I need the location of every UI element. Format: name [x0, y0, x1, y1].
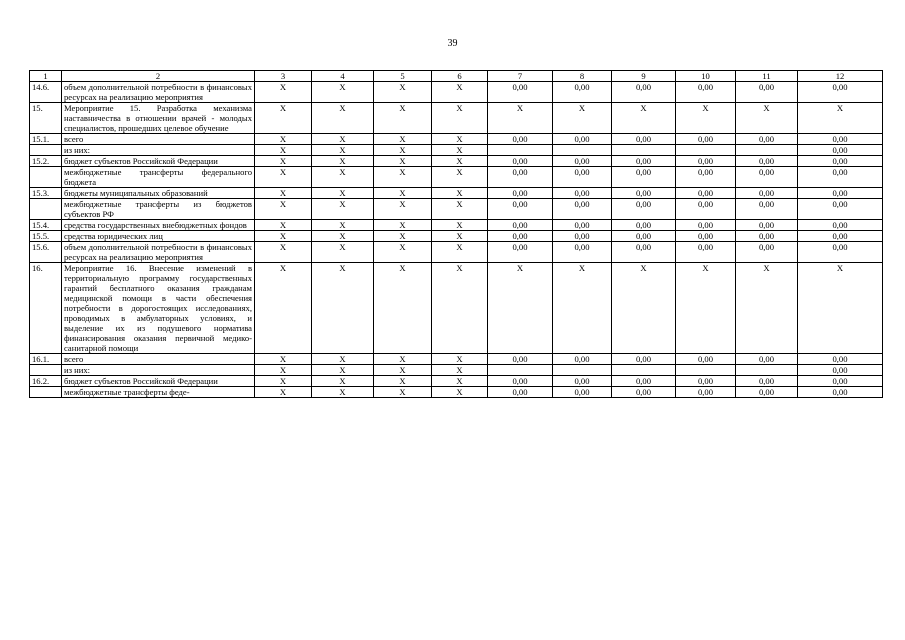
value-cell: X [255, 242, 312, 263]
value-cell: X [798, 103, 883, 134]
table-row [30, 103, 883, 134]
value-cell: 0,00 [676, 242, 736, 263]
value-cell: 0,00 [798, 199, 883, 220]
value-cell: X [553, 103, 612, 134]
value-cell: X [255, 376, 312, 387]
value-cell: X [676, 263, 736, 354]
value-cell: X [432, 365, 488, 376]
value-cell: 0,00 [612, 199, 676, 220]
value-cell: 0,00 [798, 167, 883, 188]
value-cell: 0,00 [612, 220, 676, 231]
value-cell: X [255, 365, 312, 376]
value-cell [553, 365, 612, 376]
description-cell: межбюджетные трансферты федерального бюджета [62, 167, 255, 188]
value-cell [612, 145, 676, 156]
value-cell: X [676, 103, 736, 134]
value-cell: X [432, 167, 488, 188]
value-cell [488, 145, 553, 156]
table-row [30, 354, 883, 365]
value-cell: X [255, 156, 312, 167]
value-cell: 0,00 [553, 231, 612, 242]
value-cell: X [374, 134, 432, 145]
value-cell: 0,00 [736, 167, 798, 188]
value-cell: X [374, 220, 432, 231]
value-cell [736, 145, 798, 156]
page-number: 39 [447, 38, 458, 49]
value-cell: 0,00 [488, 220, 553, 231]
value-cell: X [432, 134, 488, 145]
value-cell: 0,00 [736, 156, 798, 167]
value-cell: 0,00 [798, 188, 883, 199]
value-cell: 0,00 [798, 376, 883, 387]
description-cell: бюджет субъектов Российской Федерации [62, 156, 255, 167]
value-cell: 0,00 [488, 231, 553, 242]
value-cell: X [374, 242, 432, 263]
value-cell: 0,00 [612, 354, 676, 365]
column-header: 9 [612, 71, 676, 82]
table-row [30, 134, 883, 145]
value-cell: X [312, 387, 374, 398]
value-cell: X [374, 188, 432, 199]
value-cell: 0,00 [612, 188, 676, 199]
table-row [30, 199, 883, 220]
value-cell: X [255, 263, 312, 354]
value-cell: X [374, 231, 432, 242]
column-header: 6 [432, 71, 488, 82]
value-cell [553, 145, 612, 156]
column-header: 8 [553, 71, 612, 82]
value-cell: 0,00 [676, 167, 736, 188]
value-cell: 0,00 [488, 199, 553, 220]
value-cell: X [312, 145, 374, 156]
description-cell: объем дополнительной потребности в финансовых ресурсах на реализацию мероприятия [62, 82, 255, 103]
description-cell: бюджет субъектов Российской Федерации [62, 376, 255, 387]
value-cell: X [798, 263, 883, 354]
column-header: 7 [488, 71, 553, 82]
column-header: 1 [30, 71, 62, 82]
description-cell: из них: [62, 365, 255, 376]
value-cell: 0,00 [798, 354, 883, 365]
value-cell: 0,00 [798, 387, 883, 398]
value-cell: X [612, 263, 676, 354]
value-cell: 0,00 [553, 376, 612, 387]
value-cell: 0,00 [488, 376, 553, 387]
value-cell: 0,00 [676, 188, 736, 199]
description-cell: средства юридических лиц [62, 231, 255, 242]
value-cell: 0,00 [736, 82, 798, 103]
row-number-cell: 16. [30, 263, 62, 354]
description-cell: межбюджетные трансферты феде- [62, 387, 255, 398]
value-cell [736, 365, 798, 376]
row-number-cell: 16.1. [30, 354, 62, 365]
value-cell: X [432, 220, 488, 231]
value-cell: X [432, 156, 488, 167]
row-number-cell [30, 387, 62, 398]
value-cell: 0,00 [798, 134, 883, 145]
description-cell: межбюджетные трансферты из бюджетов субъектов РФ [62, 199, 255, 220]
value-cell: 0,00 [488, 167, 553, 188]
value-cell: 0,00 [612, 156, 676, 167]
value-cell: X [255, 167, 312, 188]
value-cell: 0,00 [736, 188, 798, 199]
value-cell: 0,00 [488, 242, 553, 263]
value-cell: 0,00 [553, 354, 612, 365]
row-number-cell: 15.4. [30, 220, 62, 231]
value-cell: X [374, 145, 432, 156]
value-cell: X [312, 199, 374, 220]
value-cell: X [374, 199, 432, 220]
description-cell: объем дополнительной потребности в финансовых ресурсах на реализацию мероприятия [62, 242, 255, 263]
value-cell: 0,00 [676, 82, 736, 103]
value-cell: 0,00 [736, 354, 798, 365]
description-cell: из них: [62, 145, 255, 156]
value-cell: 0,00 [798, 220, 883, 231]
row-number-cell: 15.2. [30, 156, 62, 167]
value-cell: 0,00 [736, 220, 798, 231]
financing-table [29, 70, 883, 398]
description-cell: бюджеты муниципальных образований [62, 188, 255, 199]
value-cell: X [432, 387, 488, 398]
value-cell: X [553, 263, 612, 354]
value-cell: X [255, 354, 312, 365]
value-cell: X [312, 220, 374, 231]
value-cell: X [255, 188, 312, 199]
value-cell: X [432, 145, 488, 156]
value-cell: 0,00 [736, 231, 798, 242]
value-cell: X [255, 387, 312, 398]
value-cell: X [432, 376, 488, 387]
value-cell: 0,00 [736, 376, 798, 387]
value-cell: X [255, 145, 312, 156]
value-cell: X [374, 387, 432, 398]
value-cell: X [312, 82, 374, 103]
value-cell: 0,00 [553, 188, 612, 199]
value-cell: 0,00 [676, 156, 736, 167]
value-cell: X [432, 354, 488, 365]
value-cell: X [312, 134, 374, 145]
value-cell: X [432, 199, 488, 220]
value-cell: 0,00 [612, 167, 676, 188]
value-cell: 0,00 [676, 231, 736, 242]
value-cell: X [488, 103, 553, 134]
value-cell [488, 365, 553, 376]
value-cell: X [374, 167, 432, 188]
table-row [30, 145, 883, 156]
value-cell: 0,00 [736, 387, 798, 398]
row-number-cell [30, 199, 62, 220]
value-cell: 0,00 [488, 156, 553, 167]
value-cell: X [432, 188, 488, 199]
column-header: 4 [312, 71, 374, 82]
value-cell: 0,00 [612, 242, 676, 263]
value-cell: 0,00 [612, 231, 676, 242]
value-cell: X [255, 199, 312, 220]
column-header: 11 [736, 71, 798, 82]
value-cell: 0,00 [612, 82, 676, 103]
description-cell: Мероприятие 16. Внесение изменений в территориальную программу государственных гарантий бесплатного оказания гражданам медицинской помощи в части обеспечения потребности в дорогостоящих исследованиях, проводимых в амбулаторных условиях, и выделение их из подушевого норматива финансирования оказания первичной медико-санитарной помощи [62, 263, 255, 354]
row-number-cell: 15.5. [30, 231, 62, 242]
value-cell: X [312, 188, 374, 199]
value-cell: 0,00 [612, 134, 676, 145]
value-cell: X [432, 103, 488, 134]
value-cell: 0,00 [488, 82, 553, 103]
value-cell: X [374, 365, 432, 376]
value-cell [612, 365, 676, 376]
table-row [30, 376, 883, 387]
value-cell: X [255, 220, 312, 231]
value-cell: 0,00 [798, 231, 883, 242]
value-cell: X [374, 82, 432, 103]
column-header: 5 [374, 71, 432, 82]
row-number-cell: 15. [30, 103, 62, 134]
value-cell: X [312, 167, 374, 188]
value-cell: 0,00 [798, 82, 883, 103]
value-cell: 0,00 [736, 134, 798, 145]
value-cell: X [255, 231, 312, 242]
value-cell: X [488, 263, 553, 354]
value-cell: 0,00 [553, 242, 612, 263]
row-number-cell: 16.2. [30, 376, 62, 387]
value-cell: 0,00 [798, 156, 883, 167]
table-row [30, 387, 883, 398]
value-cell: 0,00 [553, 167, 612, 188]
description-cell: Мероприятие 15. Разработка механизма наставничества в отношении врачей - молодых специалистов, прошедших целевое обучение [62, 103, 255, 134]
value-cell: 0,00 [553, 134, 612, 145]
value-cell: X [374, 354, 432, 365]
value-cell: 0,00 [676, 376, 736, 387]
value-cell: 0,00 [676, 354, 736, 365]
value-cell: X [374, 263, 432, 354]
value-cell: X [432, 231, 488, 242]
table-row [30, 188, 883, 199]
value-cell: 0,00 [553, 156, 612, 167]
value-cell: X [312, 263, 374, 354]
table-body [30, 82, 883, 398]
value-cell: X [432, 82, 488, 103]
header-row [30, 71, 883, 82]
table-row [30, 220, 883, 231]
description-cell: всего [62, 354, 255, 365]
value-cell: 0,00 [553, 220, 612, 231]
value-cell: 0,00 [612, 387, 676, 398]
value-cell [676, 145, 736, 156]
value-cell: 0,00 [676, 387, 736, 398]
row-number-cell: 15.6. [30, 242, 62, 263]
table-row [30, 231, 883, 242]
value-cell: X [736, 103, 798, 134]
value-cell: 0,00 [736, 242, 798, 263]
value-cell: 0,00 [553, 199, 612, 220]
value-cell: 0,00 [612, 376, 676, 387]
value-cell: X [312, 242, 374, 263]
row-number-cell: 15.1. [30, 134, 62, 145]
row-number-cell [30, 145, 62, 156]
row-number-cell: 15.3. [30, 188, 62, 199]
table-row [30, 156, 883, 167]
value-cell: X [612, 103, 676, 134]
value-cell: 0,00 [488, 354, 553, 365]
value-cell: X [312, 103, 374, 134]
value-cell: X [312, 354, 374, 365]
value-cell: X [255, 82, 312, 103]
column-header: 2 [62, 71, 255, 82]
value-cell: 0,00 [676, 220, 736, 231]
value-cell: X [312, 231, 374, 242]
value-cell: X [312, 365, 374, 376]
value-cell: X [255, 134, 312, 145]
value-cell: 0,00 [488, 387, 553, 398]
column-header: 3 [255, 71, 312, 82]
row-number-cell [30, 167, 62, 188]
value-cell: X [255, 103, 312, 134]
value-cell: X [432, 242, 488, 263]
value-cell: 0,00 [736, 199, 798, 220]
description-cell: всего [62, 134, 255, 145]
value-cell: X [312, 376, 374, 387]
row-number-cell [30, 365, 62, 376]
table-row [30, 167, 883, 188]
value-cell: X [374, 156, 432, 167]
value-cell: X [374, 103, 432, 134]
table-row [30, 242, 883, 263]
value-cell: 0,00 [553, 387, 612, 398]
value-cell: 0,00 [676, 199, 736, 220]
value-cell: 0,00 [798, 242, 883, 263]
table-row [30, 365, 883, 376]
column-header: 10 [676, 71, 736, 82]
value-cell: 0,00 [676, 134, 736, 145]
value-cell: 0,00 [798, 365, 883, 376]
value-cell: X [432, 263, 488, 354]
table-row [30, 82, 883, 103]
value-cell: 0,00 [488, 188, 553, 199]
column-header: 12 [798, 71, 883, 82]
value-cell: X [736, 263, 798, 354]
value-cell: 0,00 [488, 134, 553, 145]
description-cell: средства государственных внебюджетных фондов [62, 220, 255, 231]
value-cell [676, 365, 736, 376]
value-cell: 0,00 [798, 145, 883, 156]
value-cell: X [374, 376, 432, 387]
row-number-cell: 14.6. [30, 82, 62, 103]
value-cell: X [312, 156, 374, 167]
value-cell: 0,00 [553, 82, 612, 103]
table-row [30, 263, 883, 354]
